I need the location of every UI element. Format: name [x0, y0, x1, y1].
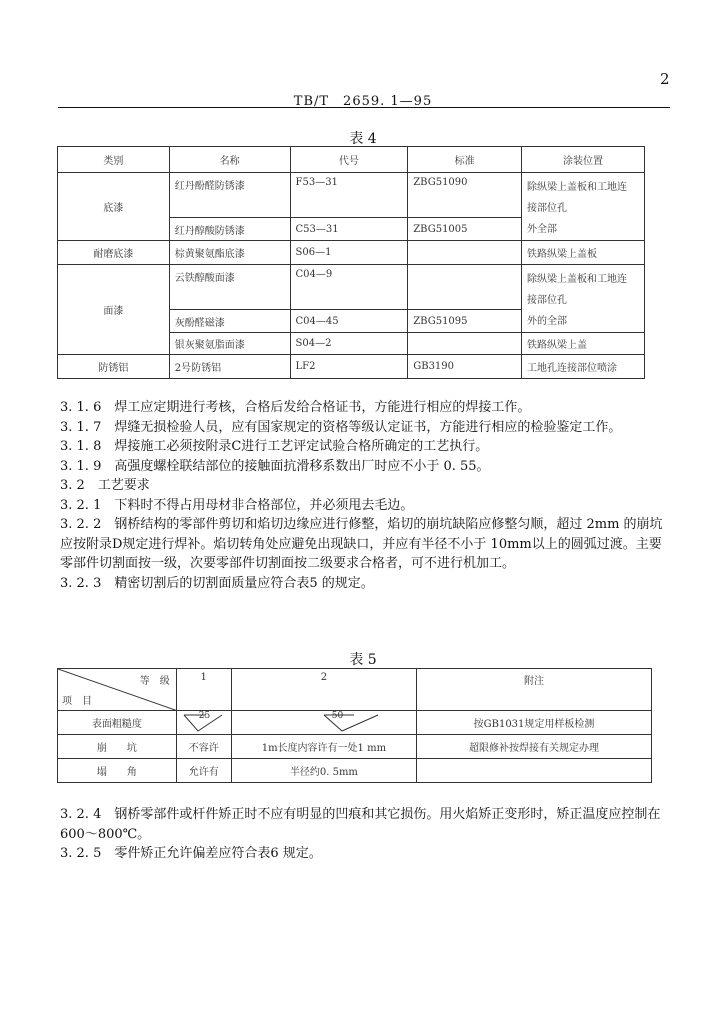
roughness-value-2: 50 — [331, 711, 344, 721]
table-row — [58, 173, 645, 218]
table4-cell-standard — [408, 265, 522, 310]
table4-cell-standard — [408, 333, 522, 355]
table4-cell-name: 银灰聚氨脂面漆 — [169, 333, 290, 355]
table4-position-line1: 除纵梁上盖板和工地连 — [527, 274, 628, 285]
table5-header-item: 项 目 — [62, 696, 92, 707]
table4-cell-code: S06—1 — [290, 241, 408, 265]
clause-3-1-7: 3. 1. 7 焊缝无损检验人员，应有国家规定的资格等级认定证书，方能进行相应的检验鉴定工作。 — [60, 419, 622, 435]
table4-cell-code: F53—31 — [290, 173, 408, 218]
table5-roughness-note: 按GB1031规定用样板检测 — [417, 711, 652, 735]
table5-header-grade-2: 2 — [231, 669, 416, 711]
table4-cell-standard: ZBG51095 — [408, 310, 522, 333]
table4-position-line2: 接部位孔 — [527, 295, 568, 306]
table4-cell-code: C53—31 — [290, 218, 408, 241]
table5-header-note: 附注 — [417, 669, 652, 711]
clause-3-1-9: 3. 1. 9 高强度螺栓联结部位的接触面抗滑移系数出厂时应不小于 0. 55。 — [60, 458, 490, 474]
table4-cell-standard: ZBG51005 — [408, 218, 522, 241]
clause-3-2-3: 3. 2. 3 精密切割后的切割面质量应符合表5 的规定。 — [60, 575, 374, 591]
body-text-1 — [60, 398, 668, 593]
table4-cell-position: 工地孔连接部位喷涂 — [522, 355, 645, 379]
table-row — [58, 241, 645, 265]
table4-header-category: 类别 — [58, 147, 170, 173]
clause-3-1-8: 3. 1. 8 焊接施工必须按附录C进行工艺评定试验合格所确定的工艺执行。 — [60, 439, 489, 454]
header-rule — [58, 107, 670, 108]
table5-header-grade-1: 1 — [176, 669, 231, 711]
section-3-2-heading: 3. 2 工艺要求 — [60, 478, 150, 493]
table4-category-antirust-aluminium: 防锈铝 — [58, 355, 170, 379]
clause-3-2-1: 3. 2. 1 下料时不得占用母材非合格部位，并必须甩去毛边。 — [60, 497, 414, 513]
table4-cell-code: C04—9 — [290, 265, 408, 310]
table-row — [58, 735, 652, 759]
table-4 — [57, 146, 645, 379]
table5-item-pit: 崩 坑 — [58, 735, 177, 759]
table4-cell-standard — [408, 241, 522, 265]
clause-3-1-6: 3. 1. 6 焊工应定期进行考核，合格后发给合格证书，方能进行相应的焊接工作。 — [60, 400, 531, 415]
table4-category-primer: 底漆 — [58, 173, 170, 241]
clause-3-2-4: 3. 2. 4 钢桥零部件或杆件矫正时不应有明显的凹痕和其它损伤。用火焰矫正变形时，矫正温度应控制在 600～800℃。 — [60, 807, 661, 842]
table5-caption: 表 5 — [349, 652, 377, 668]
table4-cell-name: 云铁醇酸面漆 — [169, 265, 290, 310]
table5-header-grade: 等 级 — [139, 676, 170, 687]
table-row — [58, 759, 652, 783]
table4-cell-standard: ZBG51090 — [408, 173, 522, 218]
table4-cell-position: 铁路纵梁上盖 — [522, 333, 645, 355]
table-row — [58, 355, 645, 379]
table5-header-row — [58, 669, 652, 711]
table4-cell-name: 红丹酚醛防锈漆 — [169, 173, 290, 218]
roughness-symbol-icon — [322, 713, 382, 733]
running-head: TB/T 2659. 1—95 — [293, 94, 433, 109]
table4-cell-name: 红丹醇酸防锈漆 — [169, 218, 290, 241]
table4-category-wear-primer: 耐磨底漆 — [58, 241, 170, 265]
table4-cell-name: 2号防锈铝 — [169, 355, 290, 379]
page-number: 2 — [660, 70, 670, 88]
table5-roughness-grade-1 — [176, 711, 231, 735]
table5-corner-grade-2: 半径约0. 5mm — [231, 759, 416, 783]
table-row — [58, 265, 645, 310]
table5-item-roughness: 表面粗糙度 — [58, 711, 177, 735]
table5-pit-note: 超限修补按焊接有关规定办理 — [417, 735, 652, 759]
roughness-value-1: 25 — [198, 711, 211, 721]
table4-cell-name: 棕黄聚氨酯底漆 — [169, 241, 290, 265]
table4-cell-code: S04—2 — [290, 333, 408, 355]
body-text-2 — [60, 805, 668, 864]
table5-header-diagonal-cell — [58, 669, 177, 711]
table4-cell-position — [522, 173, 645, 241]
table4-position-line1: 除纵梁上盖板和工地连 — [527, 182, 628, 193]
table-row — [58, 711, 652, 735]
table4-cell-standard: GB3190 — [408, 355, 522, 379]
table4-cell-position: 铁路纵梁上盖板 — [522, 241, 645, 265]
clause-3-2-5: 3. 2. 5 零件矫正允许偏差应符合表6 规定。 — [60, 846, 322, 861]
table4-cell-code: C04—45 — [290, 310, 408, 333]
clause-3-2-2: 3. 2. 2 钢桥结构的零部件剪切和焰切边缘应进行修整，焰切的崩坑缺陷应修整匀顺，超过 2mm 的崩坑应按附录D规定进行焊补。焰切转角处应避免出现缺口，并应有半径不小于 10mm以上的圆弧过渡。主要零部件切割面按一级，次要零部件切割面按二级要求合格者，可不进行机加工。 — [60, 517, 663, 571]
table4-position-line3: 外全部 — [527, 224, 558, 235]
table4-header-code: 代号 — [290, 147, 408, 173]
table4-caption: 表 4 — [349, 131, 377, 147]
table4-header-position: 涂装位置 — [522, 147, 645, 173]
table4-position-line2: 接部位孔 — [527, 203, 568, 214]
table4-header-standard: 标准 — [408, 147, 522, 173]
table5-corner-grade-1: 允许有 — [176, 759, 231, 783]
table5-roughness-grade-2 — [231, 711, 416, 735]
table5-item-corner: 塌 角 — [58, 759, 177, 783]
table5-corner-note — [417, 759, 652, 783]
table4-category-topcoat: 面漆 — [58, 265, 170, 355]
table5-pit-grade-1: 不容许 — [176, 735, 231, 759]
table4-position-line3: 外的全部 — [527, 316, 568, 327]
table4-cell-name: 灰酚醛磁漆 — [169, 310, 290, 333]
table4-cell-code: LF2 — [290, 355, 408, 379]
table5-pit-grade-2: 1m长度内容许有一处1 mm — [231, 735, 416, 759]
table-5 — [57, 668, 652, 783]
table4-header-row — [58, 147, 645, 173]
table4-cell-position — [522, 265, 645, 333]
table4-header-name: 名称 — [169, 147, 290, 173]
